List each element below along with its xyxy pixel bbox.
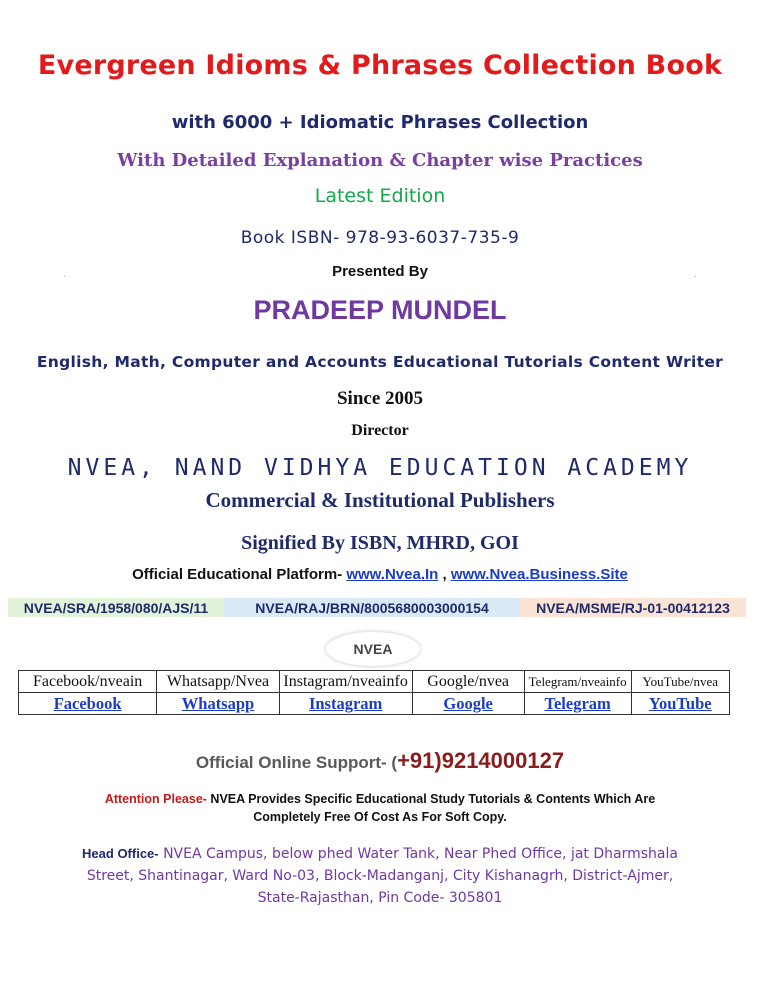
support-line: [0, 748, 760, 774]
support-label: Official Online Support- (: [195, 753, 398, 772]
book-subtitle: with 6000 + Idiomatic Phrases Collection: [171, 112, 589, 133]
cell-facebook: [19, 693, 157, 715]
registration-bar: [8, 598, 746, 617]
signified-label: Signified By ISBN, MHRD, GOI: [241, 532, 519, 554]
head-office-address: [0, 843, 760, 909]
instagram-link[interactable]: Instagram: [308, 693, 383, 713]
nvea-logo: [326, 628, 426, 668]
platform-line: [0, 566, 760, 583]
office-text-1: NVEA Campus, below phed Water Tank, Near Phed Office, jat Dharmshala: [163, 846, 678, 862]
cell-google: [412, 693, 524, 715]
handle-whatsapp: Whatsapp/Nvea: [157, 671, 279, 693]
facebook-link[interactable]: Facebook: [53, 693, 122, 713]
author-name: PRADEEP MUNDEL: [253, 295, 507, 325]
social-links-row: [19, 693, 730, 715]
youtube-link[interactable]: YouTube: [648, 693, 712, 713]
cell-telegram: [524, 693, 631, 715]
handle-instagram: Instagram/nveainfo: [279, 671, 412, 693]
decorative-dot: .: [63, 270, 66, 279]
platform-link-business-site[interactable]: www.Nvea.Business.Site: [450, 566, 628, 583]
handle-telegram: Telegram/nveainfo: [524, 671, 631, 693]
office-label: Head Office-: [82, 846, 159, 861]
platform-label: Official Educational Platform-: [132, 566, 343, 583]
handle-google: Google/nvea: [412, 671, 524, 693]
isbn-label: Book ISBN- 978-93-6037-735-9: [240, 228, 520, 248]
platform-link-nvea-in[interactable]: www.Nvea.In: [346, 566, 439, 583]
author-roles: English, Math, Computer and Accounts Educational Tutorials Content Writer: [36, 353, 724, 371]
whatsapp-link[interactable]: Whatsapp: [181, 693, 255, 713]
attention-text-1: NVEA Provides Specific Educational Study Tutorials & Contents Which Are: [210, 792, 656, 806]
registration-sra: NVEA/SRA/1958/080/AJS/11: [8, 598, 224, 617]
office-text-3: State-Rajasthan, Pin Code- 305801: [257, 890, 503, 906]
decorative-dot: .: [694, 270, 697, 279]
nvea-badge: NVEA: [326, 632, 420, 666]
cell-whatsapp: [157, 693, 279, 715]
since-label: Since 2005: [336, 388, 424, 409]
presented-by-label: Presented By: [332, 263, 428, 280]
google-link[interactable]: Google: [443, 693, 493, 713]
handle-facebook: Facebook/nveain: [19, 671, 157, 693]
attention-label: Attention Please-: [104, 792, 207, 806]
director-label: Director: [351, 422, 409, 439]
cell-youtube: [631, 693, 729, 715]
attention-line-1: [0, 790, 760, 808]
office-text-2: Street, Shantinagar, Ward No-03, Block-Madanganj, City Kishanagrh, District-Ajmer,: [86, 868, 674, 884]
attention-notice: [0, 790, 760, 826]
registration-msme: NVEA/MSME/RJ-01-00412123: [520, 598, 746, 617]
office-line-1: [0, 843, 760, 865]
book-title: Evergreen Idioms & Phrases Collection Book: [37, 50, 723, 81]
registration-brn: NVEA/RAJ/BRN/8005680003000154: [224, 598, 520, 617]
attention-text-2: Completely Free Of Cost As For Soft Copy.: [253, 810, 507, 824]
telegram-link[interactable]: Telegram: [544, 693, 611, 713]
publisher-name: NVEA, NAND VIDHYA EDUCATION ACADEMY: [67, 455, 693, 481]
edition-label: Latest Edition: [314, 185, 446, 207]
publisher-type: Commercial & Institutional Publishers: [205, 488, 555, 512]
cell-instagram: [279, 693, 412, 715]
social-links-table: [18, 670, 730, 715]
support-phone: +91)9214000127: [397, 748, 565, 773]
handle-youtube: YouTube/nvea: [631, 671, 729, 693]
book-tagline: With Detailed Explanation & Chapter wise Practices: [117, 150, 643, 171]
platform-separator: ,: [442, 566, 447, 583]
social-handles-row: [19, 671, 730, 693]
